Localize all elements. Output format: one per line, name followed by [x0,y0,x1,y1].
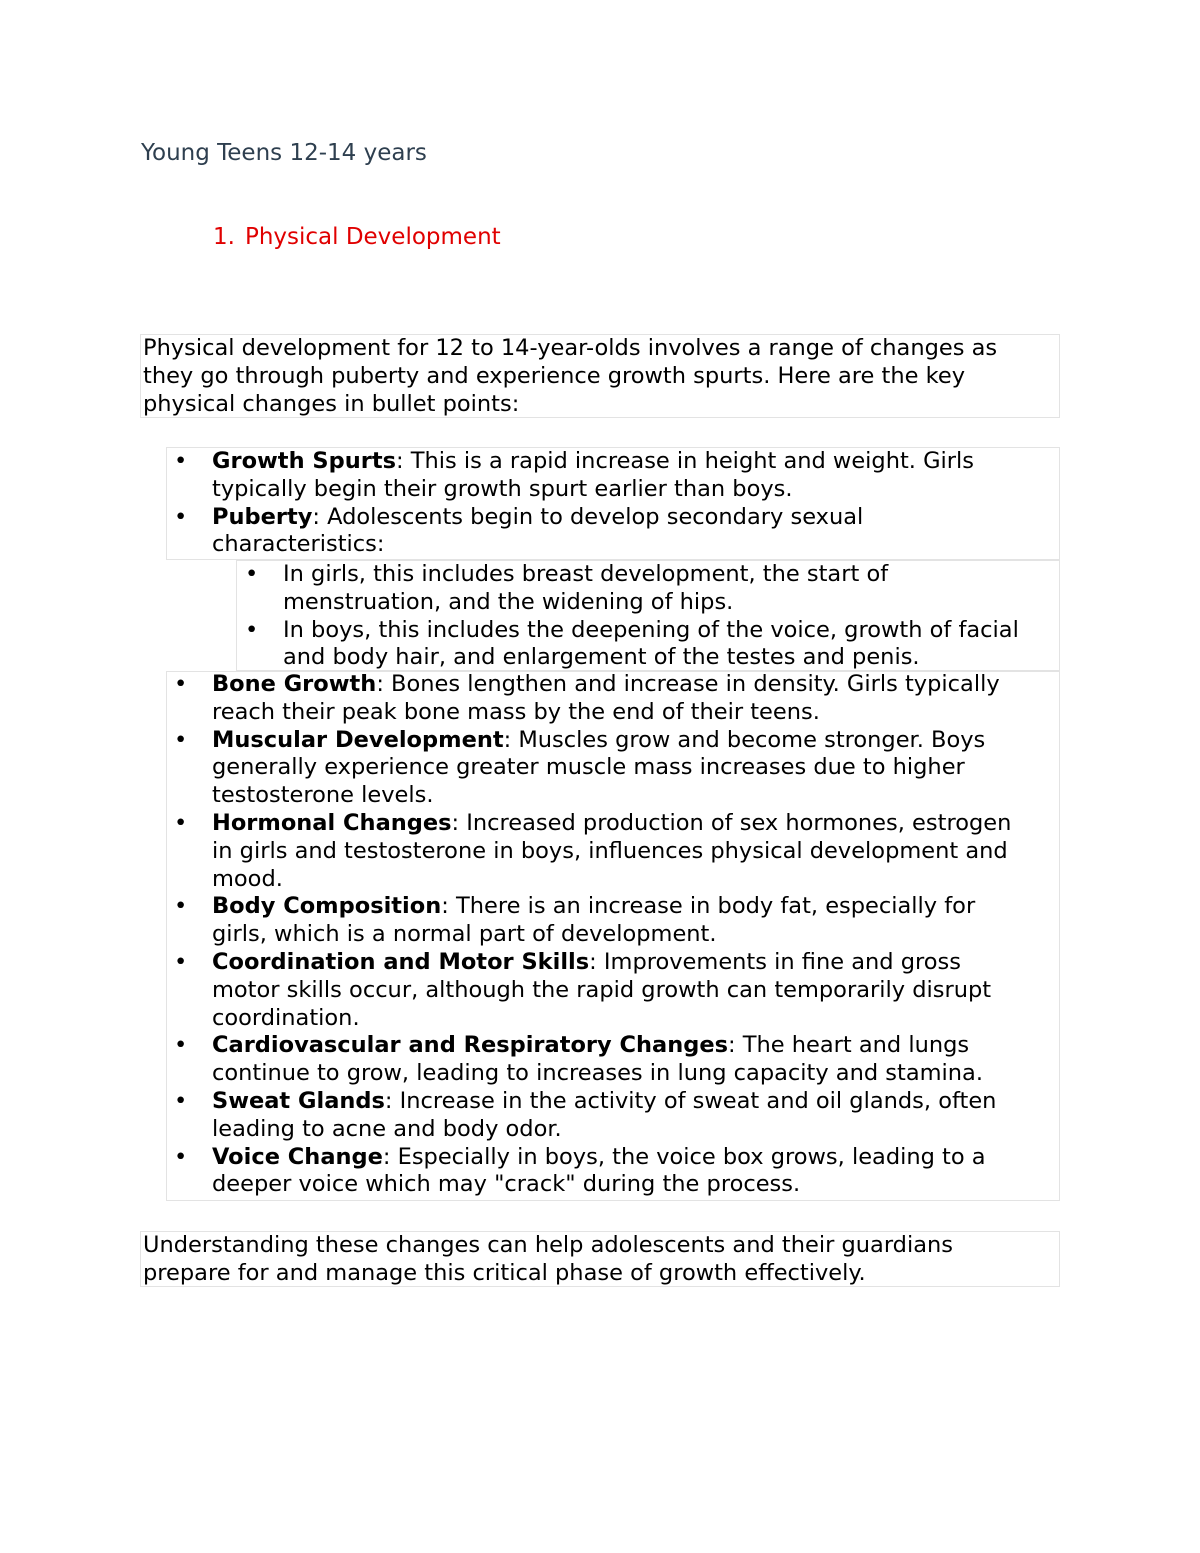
list-item [166,671,1060,727]
bullet-glyph: • [174,503,188,530]
bullet-text: : Increased production of sex hormones, estrogen [451,809,1012,836]
bullet-text: in girls and testosterone in boys, influences physical development and [212,837,1008,864]
bullet-text: generally experience greater muscle mass increases due to higher [212,754,965,781]
bullet-text: : Bones lengthen and increase in density. Girls typically [376,671,1000,697]
summary-line: Understanding these changes can help adolescents and their guardians [143,1232,953,1258]
bullet-text: In girls, this includes breast development, the start of [283,561,889,587]
bullet-term: Sweat Glands [212,1087,385,1114]
bullet-term: Growth Spurts [212,448,396,474]
list-item [166,893,1060,949]
bullet-text: : This is a rapid increase in height and weight. Girls [396,448,975,474]
list-item [236,561,1060,617]
bullet-text: girls, which is a normal part of development. [212,921,717,948]
bullet-text: mood. [212,865,283,892]
bullet-text: : There is an increase in body fat, especially for [441,893,976,920]
bullet-glyph: • [174,948,188,975]
list-item [166,727,1060,810]
summary-paragraph [143,1232,1058,1288]
page-title: Young Teens 12-14 years [141,140,427,166]
bullet-text: typically begin their growth spurt earlier than boys. [212,475,793,502]
bullet-glyph: • [174,448,188,474]
intro-line: Physical development for 12 to 14-year-olds involves a range of changes as [143,335,998,361]
bullet-list-top [166,448,1060,559]
bullet-text: : Adolescents begin to develop secondary sexual [312,503,864,530]
list-item [166,949,1060,1032]
intro-line: physical changes in bullet points: [143,390,520,417]
bullet-glyph: • [174,1032,188,1059]
bullet-text: : Especially in boys, the voice box grows, leading to a [382,1143,986,1170]
bullet-glyph: • [174,726,188,753]
list-item [166,810,1060,893]
intro-paragraph [143,335,1058,418]
bullet-term: Coordination and Motor Skills [212,948,590,975]
bullet-text: menstruation, and the widening of hips. [283,588,734,615]
bullet-term: Voice Change [212,1143,383,1170]
list-item [166,1032,1060,1088]
bullet-text: : Increase in the activity of sweat and oil glands, often [384,1087,997,1114]
bullet-term: Hormonal Changes [212,809,452,836]
bullet-term: Cardiovascular and Respiratory Changes [212,1032,729,1059]
list-item [236,617,1060,673]
bullet-text: leading to acne and body odor. [212,1115,562,1142]
bullet-glyph: • [174,1087,188,1114]
bullet-text: continue to grow, leading to increases in lung capacity and stamina. [212,1060,983,1087]
section-number: 1. [213,224,235,250]
list-item [166,448,1060,504]
bullet-list-main [166,671,1060,1199]
summary-line: prepare for and manage this critical phase of growth effectively. [143,1259,866,1286]
bullet-term: Body Composition [212,893,442,920]
bullet-text: motor skills occur, although the rapid growth can temporarily disrupt [212,976,992,1003]
list-item [166,1088,1060,1144]
section-heading [213,224,501,250]
intro-line: they go through puberty and experience growth spurts. Here are the key [143,362,966,389]
bullet-glyph: • [174,1143,188,1170]
section-title: Physical Development [244,224,501,250]
bullet-term: Puberty [212,503,313,530]
bullet-glyph: • [245,616,259,643]
sub-bullet-list [236,561,1060,672]
bullet-text: : Muscles grow and become stronger. Boys [503,726,986,753]
bullet-text: In boys, this includes the deepening of the voice, growth of facial [283,616,1019,643]
bullet-text: coordination. [212,1004,360,1031]
bullet-text: reach their peak bone mass by the end of their teens. [212,698,820,725]
bullet-glyph: • [174,809,188,836]
bullet-text: testosterone levels. [212,782,434,809]
bullet-text: characteristics: [212,531,385,558]
bullet-glyph: • [245,561,259,587]
bullet-text: : The heart and lungs [728,1032,970,1059]
bullet-text: deeper voice which may "crack" during the process. [212,1171,801,1198]
bullet-glyph: • [174,671,188,697]
list-item [166,1144,1060,1200]
bullet-term: Bone Growth [212,671,377,697]
bullet-text: and body hair, and enlargement of the testes and penis. [283,644,920,671]
bullet-text: : Improvements in fine and gross [589,948,961,975]
list-item [166,504,1060,560]
bullet-glyph: • [174,893,188,920]
bullet-term: Muscular Development [212,726,504,753]
